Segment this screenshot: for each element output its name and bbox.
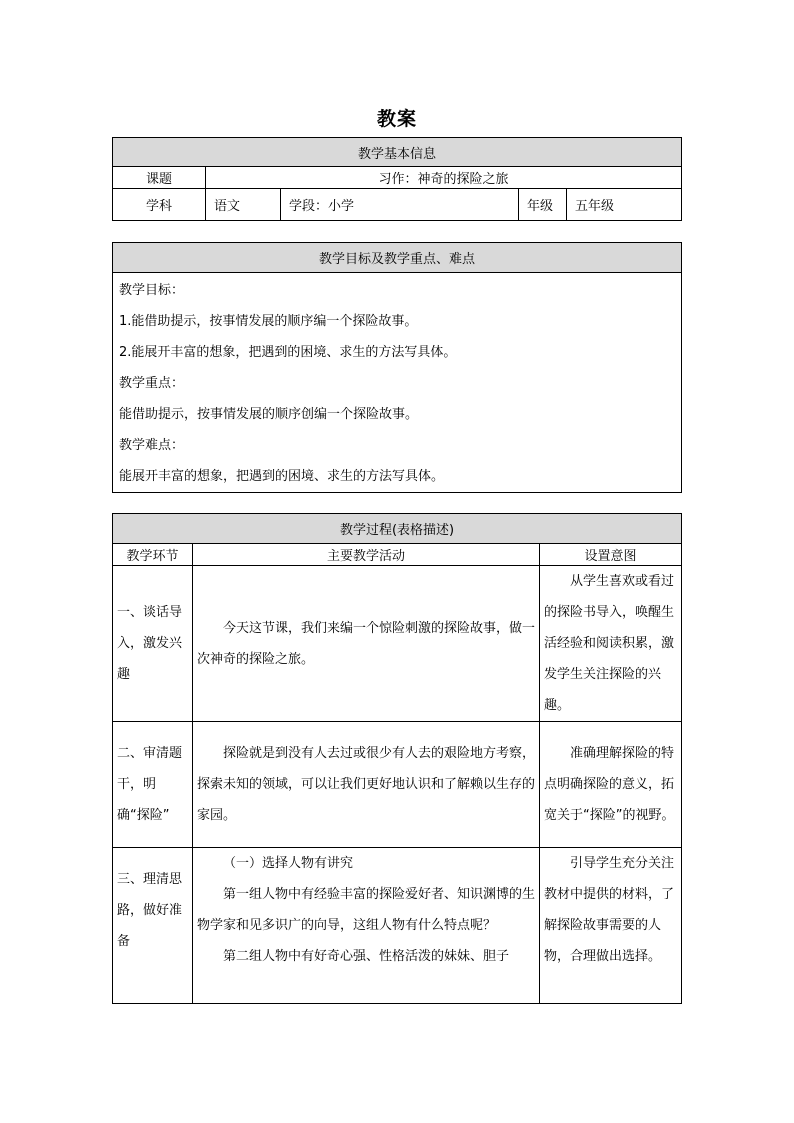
- grade-label: 年级: [519, 189, 567, 221]
- goals-line: 教学重点：: [119, 376, 185, 391]
- goals-line: 1.能借助提示，按事情发展的顺序编一个探险故事。: [119, 314, 418, 329]
- activity-cell: [193, 848, 540, 1004]
- stage-value: 学段：小学: [281, 189, 519, 221]
- goals-line: 能展开丰富的想象，把遇到的困境、求生的方法写具体。: [119, 469, 445, 484]
- col-intent-header: 设置意图: [540, 544, 682, 566]
- subject-value: 语文: [206, 189, 281, 221]
- intent-cell: 从学生喜欢或看过的探险书导入，唤醒生活经验和阅读积累，激发学生关注探险的兴趣。: [540, 566, 682, 722]
- goals-table: [112, 242, 682, 493]
- goals-line: 2.能展开丰富的想象，把遇到的困境、求生的方法写具体。: [119, 345, 457, 360]
- stage-cell: 一、谈话导入，激发兴趣: [113, 566, 193, 722]
- topic-value: 习作：神奇的探险之旅: [206, 167, 682, 189]
- goals-line: 教学目标：: [119, 283, 185, 298]
- topic-label: 课题: [113, 167, 206, 189]
- process-header: 教学过程(表格描述): [113, 514, 682, 544]
- activity-cell: 探险就是到没有人去过或很少有人去的艰险地方考察，探索未知的领域，可以让我们更好地认识和了解赖以生存的家园。: [193, 722, 540, 848]
- stage-cell: 三、理清思路，做好准备: [113, 848, 193, 1004]
- activity-paragraph: 第一组人物中有经验丰富的探险爱好者、知识渊博的生物学家和见多识广的向导，这组人物有什么特点呢？: [197, 887, 536, 933]
- process-table: [112, 513, 682, 1004]
- subject-label: 学科: [113, 189, 206, 221]
- intent-cell: 准确理解探险的特点明确探险的意义，拓宽关于“探险”的视野。: [540, 722, 682, 848]
- table-row: [113, 722, 682, 848]
- goals-body: [113, 273, 682, 493]
- intent-cell: 引导学生充分关注教材中提供的材料，了解探险故事需要的人物，合理做出选择。: [540, 848, 682, 1004]
- table-row: [113, 566, 682, 722]
- col-activity-header: 主要教学活动: [193, 544, 540, 566]
- basic-info-header: 教学基本信息: [113, 138, 682, 167]
- activity-paragraph: 第二组人物中有好奇心强、性格活泼的妹妹、胆子: [223, 949, 510, 964]
- document-title: 教案: [376, 108, 417, 130]
- goals-header: 教学目标及教学重点、难点: [113, 243, 682, 273]
- basic-info-table: [112, 137, 682, 221]
- goals-line: 能借助提示，按事情发展的顺序创编一个探险故事。: [119, 407, 419, 422]
- stage-cell: 二、审清题干，明确“探险”: [113, 722, 193, 848]
- grade-value: 五年级: [567, 189, 682, 221]
- activity-paragraph: （一）选择人物有讲究: [223, 856, 354, 871]
- activity-cell: 今天这节课，我们来编一个惊险刺激的探险故事，做一次神奇的探险之旅。: [193, 566, 540, 722]
- table-row: [113, 848, 682, 1004]
- col-stage-header: 教学环节: [113, 544, 193, 566]
- goals-line: 教学难点：: [119, 438, 185, 453]
